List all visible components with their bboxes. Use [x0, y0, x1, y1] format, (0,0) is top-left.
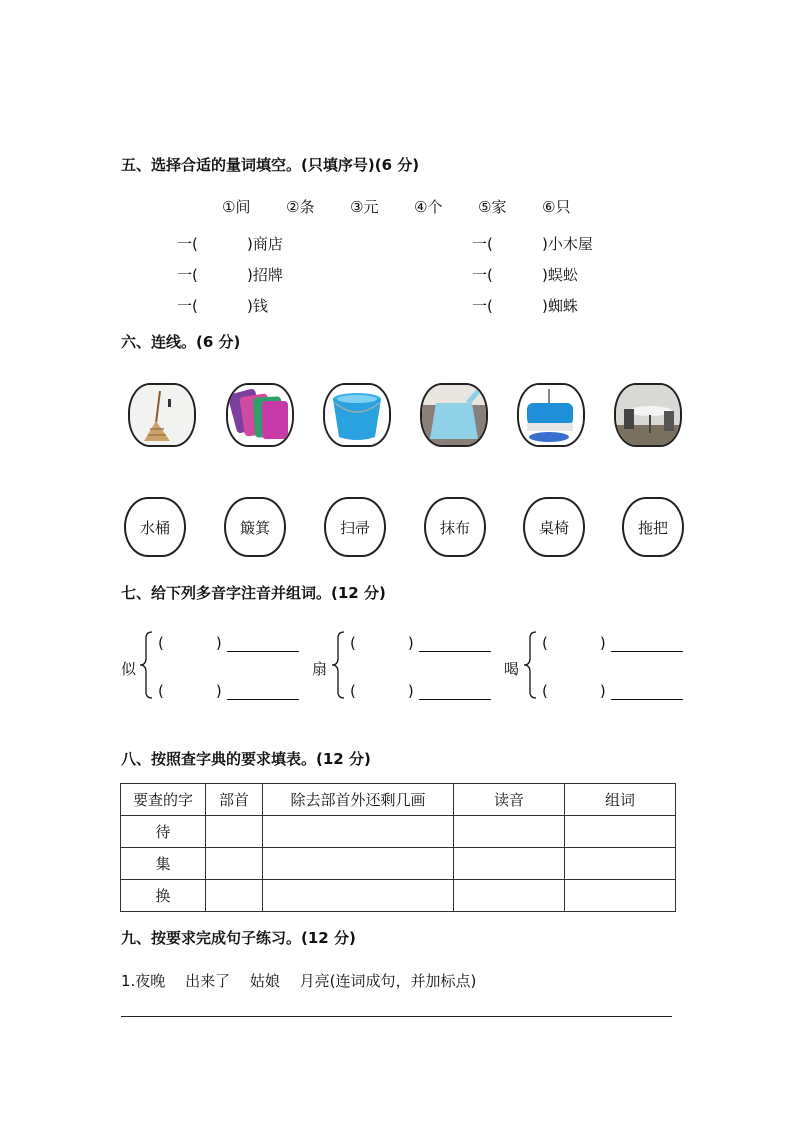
pinyin-line: ( ): [542, 634, 683, 652]
blank-row: [177, 233, 283, 254]
word-card-table-chairs[interactable]: 桌椅: [523, 497, 585, 557]
cloth-picture[interactable]: [226, 383, 294, 447]
blank-close: ): [542, 266, 548, 284]
table-cell[interactable]: [206, 848, 263, 880]
table-cell[interactable]: [565, 880, 676, 912]
pinyin-line: ( ): [350, 682, 491, 700]
row-char: 集: [121, 848, 206, 880]
brace: [330, 630, 346, 700]
pinyin-line: ( ): [158, 634, 299, 652]
blank-row: [472, 264, 578, 285]
table-cell[interactable]: [263, 848, 454, 880]
word-card-broom[interactable]: 扫帚: [324, 497, 386, 557]
blank-close: ): [247, 297, 253, 315]
blank-row: [177, 295, 268, 316]
section9-heading: 九、按要求完成句子练习。(12 分): [121, 929, 356, 947]
table-cell[interactable]: [454, 880, 565, 912]
answer-line[interactable]: [121, 1016, 672, 1017]
word-card-bucket[interactable]: 水桶: [124, 497, 186, 557]
option-3: ③元: [350, 198, 379, 216]
table-cell[interactable]: [263, 880, 454, 912]
blank-open: 一(: [177, 235, 198, 253]
option-2: ②条: [286, 198, 315, 216]
table-cell[interactable]: [206, 880, 263, 912]
header-pronunciation: 读音: [454, 784, 565, 816]
table-row: [121, 880, 676, 912]
table-row: [121, 816, 676, 848]
blank-open: 一(: [177, 266, 198, 284]
blank-word: 蜈蚣: [547, 266, 578, 284]
pinyin-line: ( ): [158, 682, 299, 700]
header-char: 要查的字: [121, 784, 206, 816]
table-cell[interactable]: [565, 848, 676, 880]
answer-blank[interactable]: [419, 685, 491, 700]
answer-blank[interactable]: [611, 637, 683, 652]
answer-blank[interactable]: [611, 685, 683, 700]
blank-close: ): [247, 266, 253, 284]
brace: [138, 630, 154, 700]
word-card-dustpan[interactable]: 簸箕: [224, 497, 286, 557]
section6-heading: 六、连线。(6 分): [121, 333, 241, 351]
table-cell[interactable]: [454, 816, 565, 848]
blank-row: [177, 264, 283, 285]
measure-word-options: [222, 196, 606, 217]
header-radical: 部首: [206, 784, 263, 816]
answer-blank[interactable]: [227, 637, 299, 652]
broom-picture[interactable]: [128, 383, 196, 447]
answer-blank[interactable]: [227, 685, 299, 700]
option-5: ⑤家: [478, 198, 507, 216]
brace: [522, 630, 538, 700]
blank-close: ): [542, 297, 548, 315]
row-char: 换: [121, 880, 206, 912]
blank-close: ): [542, 235, 548, 253]
dustpan-picture[interactable]: [420, 383, 488, 447]
blank-word: 蜘蛛: [547, 297, 578, 315]
sentence-exercise-1: 1.夜晚 出来了 姑娘 月亮(连词成句，并加标点): [121, 972, 477, 990]
word-card-cloth[interactable]: 抹布: [424, 497, 486, 557]
table-header-row: [121, 784, 676, 816]
section7-heading: 七、给下列多音字注音并组词。(12 分): [121, 584, 386, 602]
answer-blank[interactable]: [419, 637, 491, 652]
blank-row: [472, 295, 578, 316]
section5-heading: 五、选择合适的量词填空。(只填序号)(6 分): [121, 156, 420, 174]
table-row: [121, 848, 676, 880]
blank-word: 钱: [252, 297, 268, 315]
option-6: ⑥只: [542, 198, 571, 216]
mop-picture[interactable]: [517, 383, 585, 447]
dictionary-table: [120, 783, 676, 912]
option-4: ④个: [414, 198, 443, 216]
blank-row: [472, 233, 593, 254]
table-cell[interactable]: [263, 816, 454, 848]
word-card-mop[interactable]: 拖把: [622, 497, 684, 557]
option-1: ①间: [222, 198, 251, 216]
blank-word: 招牌: [252, 266, 283, 284]
blank-open: 一(: [472, 266, 493, 284]
blank-open: 一(: [472, 297, 493, 315]
header-strokes: 除去部首外还剩几画: [263, 784, 454, 816]
section8-heading: 八、按照查字典的要求填表。(12 分): [121, 750, 371, 768]
polyphone-char-3: 喝: [504, 660, 520, 678]
blank-close: ): [247, 235, 253, 253]
row-char: 待: [121, 816, 206, 848]
blank-word: 商店: [252, 235, 283, 253]
pinyin-line: ( ): [350, 634, 491, 652]
polyphone-char-2: 扇: [312, 660, 328, 678]
table-cell[interactable]: [454, 848, 565, 880]
table-cell[interactable]: [206, 816, 263, 848]
table-chairs-picture[interactable]: [614, 383, 682, 447]
blank-open: 一(: [472, 235, 493, 253]
table-cell[interactable]: [565, 816, 676, 848]
header-word: 组词: [565, 784, 676, 816]
blank-word: 小木屋: [547, 235, 593, 253]
blank-open: 一(: [177, 297, 198, 315]
pinyin-line: ( ): [542, 682, 683, 700]
polyphone-char-1: 似: [121, 660, 137, 678]
bucket-picture[interactable]: [323, 383, 391, 447]
